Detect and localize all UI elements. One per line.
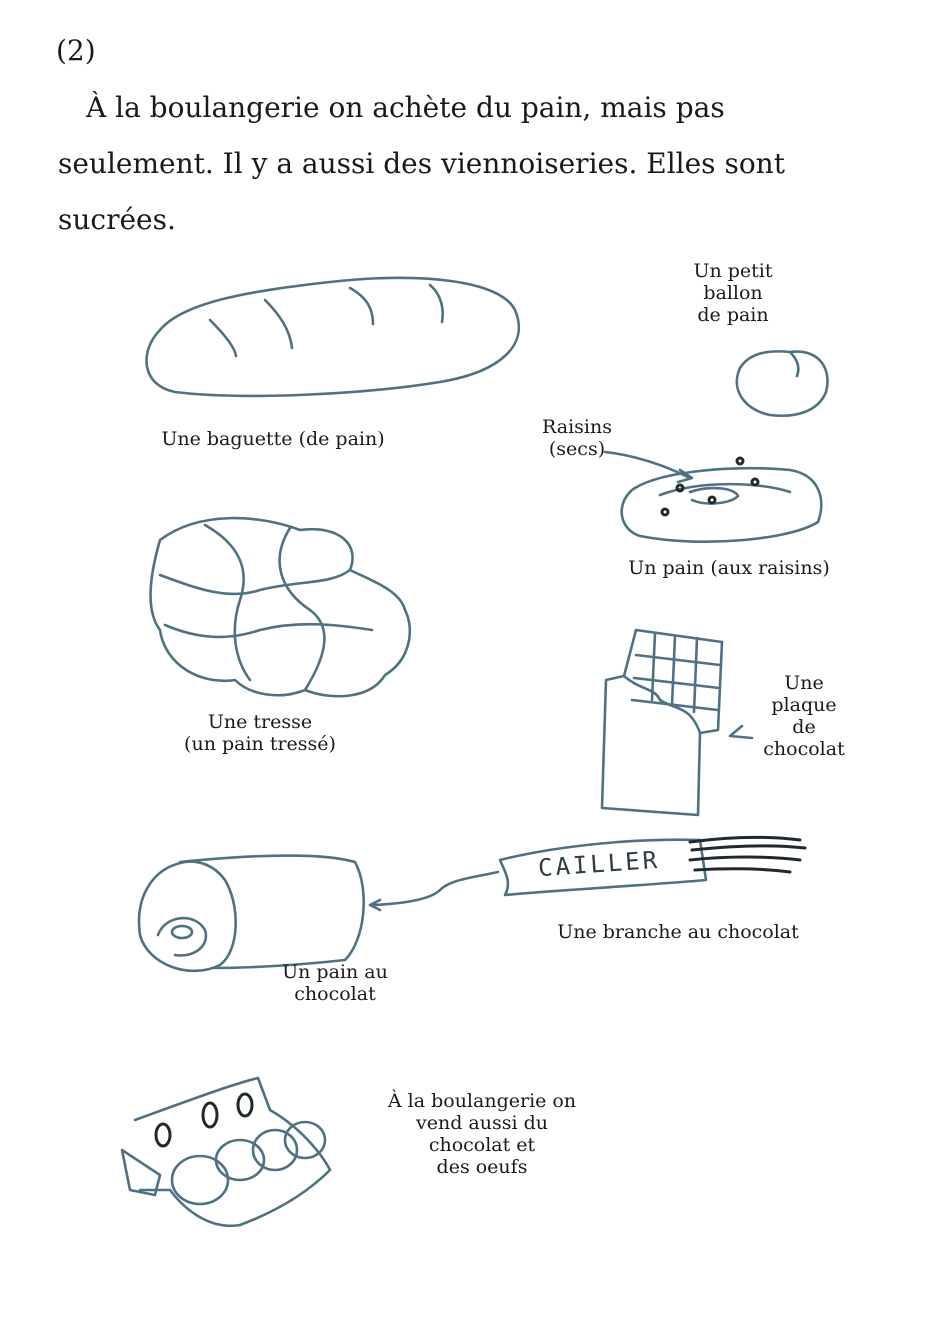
label-pain-raisins: Un pain (aux raisins): [628, 557, 830, 579]
tresse-drawing: [151, 518, 410, 696]
pain-chocolat-drawing: [139, 856, 364, 971]
page-number: (2): [56, 34, 96, 67]
pain-raisins-drawing: [605, 452, 821, 542]
plaque-chocolat-drawing: [602, 630, 752, 815]
label-pain-chocolat: Un pain au chocolat: [282, 961, 388, 1005]
label-tresse: Une tresse (un pain tressé): [184, 711, 336, 755]
label-vend-aussi: À la boulangerie on vend aussi du chocolat et des oeufs: [387, 1090, 577, 1178]
petit-ballon-drawing: [737, 351, 828, 415]
label-raisins-secs: Raisins (secs): [542, 416, 612, 460]
oeufs-drawing: [122, 1078, 330, 1226]
label-petit-ballon: Un petit ballon de pain: [693, 260, 773, 326]
branche-brand-text: CAILLER: [537, 845, 661, 883]
intro-text: À la boulangerie on achète du pain, mais pas seulement. Il y a aussi des viennoiseries. Elles sont sucrées.: [58, 91, 785, 236]
baguette-drawing: [146, 278, 518, 396]
label-plaque-chocolat: Une plaque de chocolat: [763, 672, 845, 760]
label-baguette: Une baguette (de pain): [161, 428, 385, 450]
label-branche: Une branche au chocolat: [557, 921, 799, 943]
